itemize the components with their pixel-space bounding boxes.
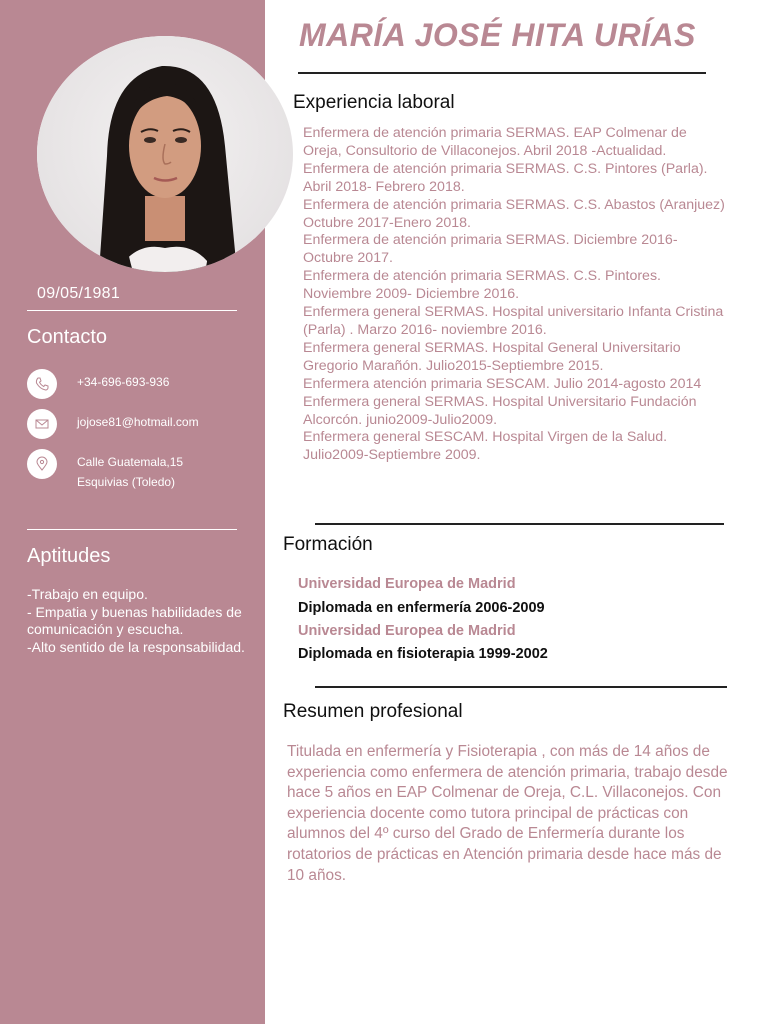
experience-list	[303, 125, 728, 465]
contact-address	[77, 452, 183, 492]
skills-list	[27, 586, 252, 656]
address-line-2: Esquivias (Toledo)	[77, 475, 176, 489]
experience-item: Enfermera de atención primaria SERMAS. Diciembre 2016- Octubre 2017.	[303, 232, 678, 267]
address-line-1: Calle Guatemala,15	[77, 455, 184, 469]
experience-item: Enfermera general SERMAS. Hospital Universitario Fundación Alcorcón. junio2009-Julio2009.	[303, 393, 697, 428]
experience-item: Enfermera atención primaria SESCAM. Julio 2014-agosto 2014	[303, 375, 702, 392]
summary-heading: Resumen profesional	[283, 701, 463, 722]
location-pin-icon	[27, 449, 57, 479]
sidebar-divider	[27, 310, 237, 311]
contact-heading: Contacto	[27, 326, 108, 348]
experience-item: Enfermera de atención primaria SERMAS. C.S. Pintores (Parla). Abril 2018- Febrero 2018.	[303, 160, 708, 195]
experience-item: Enfermera general SERMAS. Hospital universitario Infanta Cristina (Parla) . Marzo 2016- noviembre 2016.	[303, 304, 724, 338]
portrait-illustration	[37, 36, 293, 272]
sidebar-divider	[27, 529, 237, 530]
education-institution: Universidad Europea de Madrid	[298, 623, 516, 639]
profile-photo	[37, 36, 293, 272]
skill-item: -Trabajo en equipo.	[27, 586, 148, 602]
phone-icon	[27, 369, 57, 399]
experience-item: Enfermera de atención primaria SERMAS. C.S. Abastos (Aranjuez) Octubre 2017-Enero 2018.	[303, 196, 725, 231]
contact-phone-row	[27, 369, 169, 399]
experience-item: Enfermera general SERMAS. Hospital General Universitario Gregorio Marañón. Julio2015-Septiembre 2015.	[303, 339, 681, 374]
contact-email[interactable]: jojose81@hotmail.com	[77, 415, 199, 429]
date-of-birth: 09/05/1981	[37, 285, 121, 302]
skill-item: - Empatia y buenas habilidades de comunicación y escucha.	[27, 603, 242, 637]
skills-heading: Aptitudes	[27, 545, 111, 567]
experience-item: Enfermera de atención primaria SERMAS. C.S. Pintores. Noviembre 2009- Diciembre 2016.	[303, 268, 661, 303]
skill-item: -Alto sentido de la responsabilidad.	[27, 638, 245, 655]
contact-address-row	[27, 449, 183, 492]
name-divider	[298, 72, 706, 74]
experience-item: Enfermera general SESCAM. Hospital Virgen de la Salud. Julio2009-Septiembre 2009.	[303, 429, 668, 464]
experience-item: Enfermera de atención primaria SERMAS. EAP Colmenar de Oreja, Consultorio de Villaconejos. Abril 2018 -Actualidad.	[303, 125, 687, 159]
experience-heading: Experiencia laboral	[293, 92, 455, 113]
contact-email-row	[27, 409, 199, 439]
mail-icon	[27, 409, 57, 439]
full-name: MARÍA JOSÉ HITA URÍAS	[299, 17, 696, 53]
section-divider	[315, 686, 727, 688]
summary-text: Titulada en enfermería y Fisioterapia , con más de 14 años de experiencia como enfermera de atención primaria, trabajo desde hace 5 años en EAP Colmenar de Oreja, C.L. Villaconejos. Con experiencia docente como tutora principal de prácticas con alumnos del 4º curso del Grado de Enfermería durante los rotatorios de prácticas en Atención primaria desde hace más de 10 años.	[287, 743, 728, 884]
education-degree: Diplomada en fisioterapia 1999-2002	[298, 646, 548, 662]
education-degree: Diplomada en enfermería 2006-2009	[298, 600, 545, 616]
contact-phone[interactable]: +34-696-693-936	[77, 375, 170, 389]
section-divider	[315, 523, 724, 525]
education-heading: Formación	[283, 534, 373, 555]
education-institution: Universidad Europea de Madrid	[298, 576, 516, 592]
